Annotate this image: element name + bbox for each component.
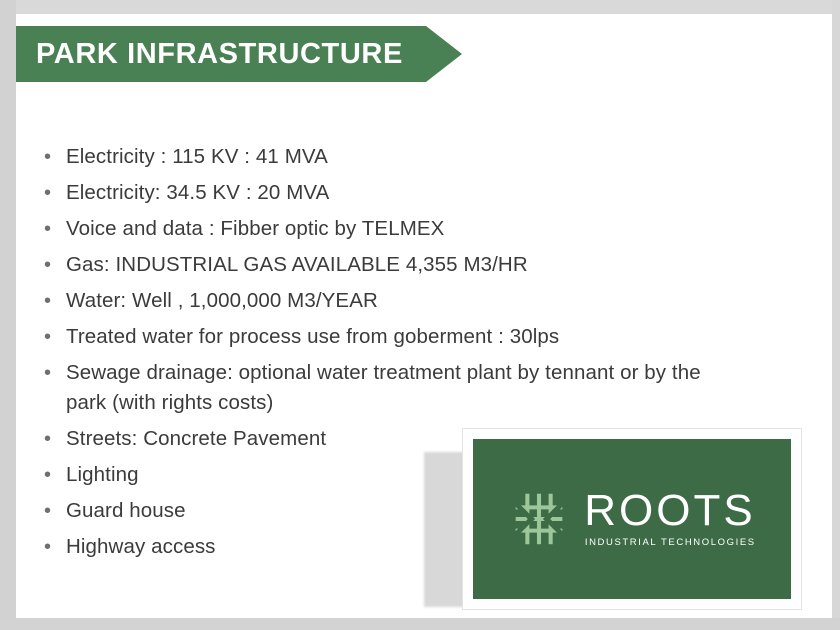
bullet-icon: • xyxy=(44,290,52,312)
list-item-label: Water: Well , 1,000,000 M3/YEAR xyxy=(66,289,378,312)
list-item xyxy=(40,250,720,280)
list-item-label: Electricity: 34.5 KV : 20 MVA xyxy=(66,181,330,204)
list-item-label: Streets: Concrete Pavement xyxy=(66,427,327,450)
bullet-icon: • xyxy=(44,464,52,486)
bullet-icon: • xyxy=(44,254,52,276)
list-item-label: Voice and data : Fibber optic by TELMEX xyxy=(66,217,445,240)
bullet-icon: • xyxy=(44,428,52,450)
list-item-label: Guard house xyxy=(66,499,186,522)
list-item xyxy=(40,286,720,316)
list-item xyxy=(40,178,720,208)
logo-card-inner xyxy=(473,439,791,599)
list-item-label: Lighting xyxy=(66,463,139,486)
page-title: PARK INFRASTRUCTURE xyxy=(36,38,403,70)
bullet-icon: • xyxy=(44,146,52,168)
slide-frame-bottom xyxy=(0,618,840,630)
logo-card xyxy=(462,428,802,610)
slide-frame-top xyxy=(0,0,840,14)
title-banner-arrow xyxy=(426,26,462,82)
bullet-icon: • xyxy=(44,182,52,204)
bullet-icon: • xyxy=(44,326,52,348)
slide-frame-right xyxy=(832,0,840,630)
list-item xyxy=(40,358,720,418)
bullet-icon: • xyxy=(44,536,52,558)
list-item xyxy=(40,214,720,244)
list-item-label: Gas: INDUSTRIAL GAS AVAILABLE 4,355 M3/HR xyxy=(66,253,528,276)
list-item-label: Treated water for process use from goberment : 30lps xyxy=(66,325,560,348)
bullet-icon: • xyxy=(44,218,52,240)
list-item-label: Highway access xyxy=(66,535,216,558)
bullet-icon: • xyxy=(44,500,52,522)
logo-tagline: INDUSTRIAL TECHNOLOGIES xyxy=(584,537,756,548)
list-item-label: Electricity : 115 KV : 41 MVA xyxy=(66,145,328,168)
list-item xyxy=(40,142,720,172)
roots-knot-icon xyxy=(508,488,570,550)
list-item-label: Sewage drainage: optional water treatment plant by tennant or by the park (with rights costs) xyxy=(66,361,701,414)
logo-textblock xyxy=(584,488,755,550)
list-item xyxy=(40,322,720,352)
logo-wordmark: ROOTS xyxy=(584,486,756,535)
slide-frame-left xyxy=(0,0,16,630)
title-banner xyxy=(16,26,456,82)
bullet-icon: • xyxy=(44,362,52,384)
